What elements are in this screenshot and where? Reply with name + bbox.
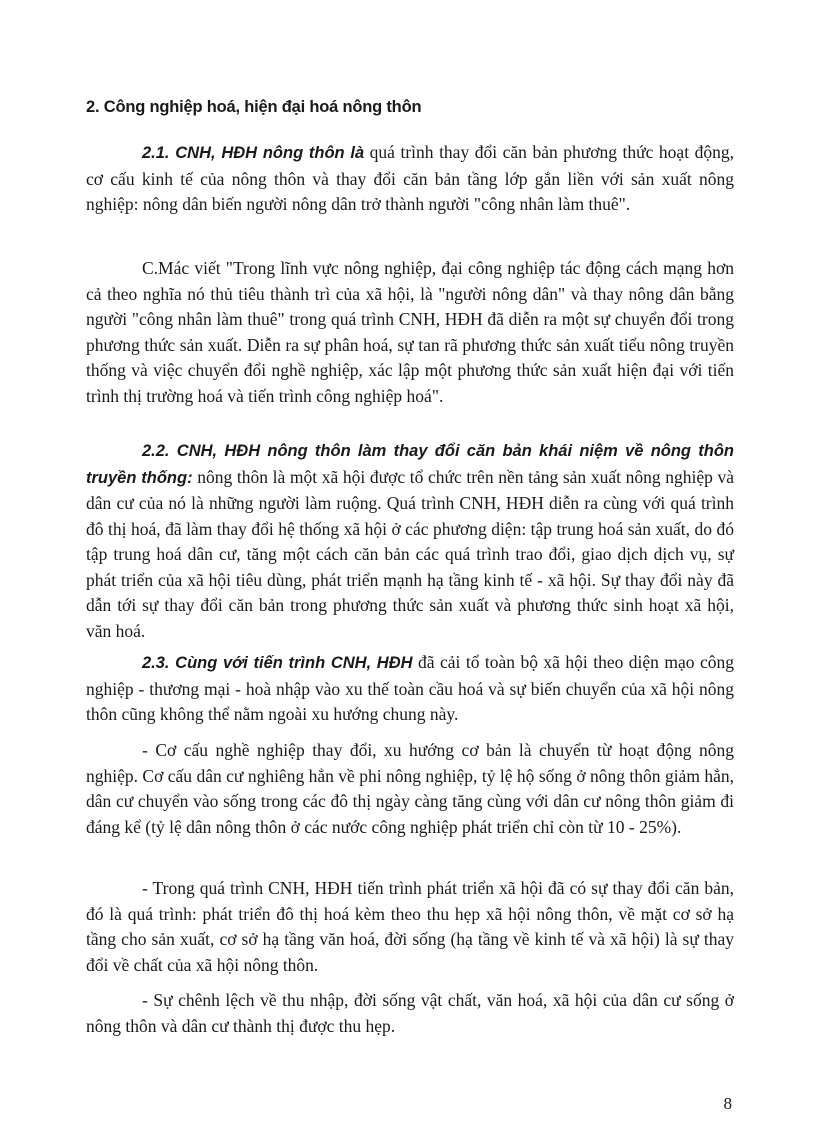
paragraph-text: đã cải tổ toàn bộ xã hội theo diện mạo công nghiệp - thương mại - hoà nhập vào xu thế toàn cầu hoá và sự biến chuyển của xã hội nông thôn cũng không thể nằm ngoài xu hướng chung này.	[86, 652, 734, 724]
page-number: 8	[723, 1094, 732, 1113]
paragraph-lead: 2.2. CNH, HĐH nông thôn làm thay đổi căn bản khái niệm về nông thôn truyền thống:	[86, 442, 734, 487]
section-heading: 2. Công nghiệp hoá, hiện đại hoá nông thôn	[86, 98, 422, 116]
paragraph-bullet-occupation	[86, 738, 734, 840]
paragraph-marx-quote	[86, 256, 734, 409]
paragraph-lead: 2.1. CNH, HĐH nông thôn là	[142, 144, 365, 162]
paragraph-2-1	[86, 140, 734, 218]
paragraph-text: quá trình thay đổi căn bản phương thức hoạt động, cơ cấu kinh tế của nông thôn và thay đổi căn bản tầng lớp gắn liền với sản xuất nông nghiệp: nông dân biến người nông dân trở thành người "công nhân làm thuê".	[86, 142, 734, 214]
paragraph-text: - Sự chênh lệch về thu nhập, đời sống vật chất, văn hoá, xã hội của dân cư sống ở nông thôn và dân cư thành thị được thu hẹp.	[86, 990, 734, 1036]
paragraph-bullet-development	[86, 876, 734, 978]
paragraph-text: C.Mác viết "Trong lĩnh vực nông nghiệp, đại công nghiệp tác động cách mạng hơn cả theo nghĩa nó thủ tiêu thành trì của xã hội, là "người nông dân" và thay nông dân bằng người "công nhân làm thuê" trong quá trình CNH, HĐH đã diễn ra một sự chuyển đổi trong phương thức sản xuất. Diễn ra sự phân hoá, sự tan rã phương thức sản xuất tiểu nông truyền thống và việc chuyển đổi nghề nghiệp, xác lập một phương thức sản xuất hiện đại với tiến trình thị trường hoá và tiến trình công nghiệp hoá".	[86, 258, 734, 406]
paragraph-text: - Trong quá trình CNH, HĐH tiến trình phát triển xã hội đã có sự thay đổi căn bản, đó là quá trình: phát triển đô thị hoá kèm theo thu hẹp xã hội nông thôn, về mặt cơ sở hạ tầng cho sản xuất, cơ sở hạ tầng văn hoá, đời sống (hạ tầng về kinh tế và xã hội) là sự thay đổi về chất của xã hội nông thôn.	[86, 878, 734, 975]
paragraph-2-2	[86, 438, 734, 644]
paragraph-bullet-income-gap	[86, 988, 734, 1039]
paragraph-2-3	[86, 650, 734, 728]
paragraph-text: - Cơ cấu nghề nghiệp thay đổi, xu hướng cơ bản là chuyển từ hoạt động nông nghiệp. Cơ cấu dân cư nghiêng hẳn về phi nông nghiệp, tỷ lệ hộ sống ở nông thôn giảm hẳn, dân cư chuyển vào sống trong các đô thị ngày càng tăng cùng với dân cư nông thôn giảm đi đáng kể (tỷ lệ dân nông thôn ở các nước công nghiệp phát triển chỉ còn từ 10 - 25%).	[86, 740, 734, 837]
paragraph-text: nông thôn là một xã hội được tổ chức trên nền tảng sản xuất nông nghiệp và dân cư của nó là những người làm ruộng. Quá trình CNH, HĐH diễn ra cùng với quá trình đô thị hoá, đã làm thay đổi hệ thống xã hội ở các phương diện: tập trung hoá sản xuất, do đó tập trung hoá dân cư, tăng một cách căn bản các quá trình trao đổi, giao dịch dịch vụ, sự phát triển của xã hội tiêu dùng, phát triển mạnh hạ tầng kinh tế - xã hội. Sự thay đổi này đã dẫn tới sự thay đổi căn bản trong phương thức sản xuất và phương thức sinh hoạt xã hội, văn hoá.	[86, 466, 734, 641]
paragraph-lead: 2.3. Cùng với tiến trình CNH, HĐH	[142, 654, 413, 672]
